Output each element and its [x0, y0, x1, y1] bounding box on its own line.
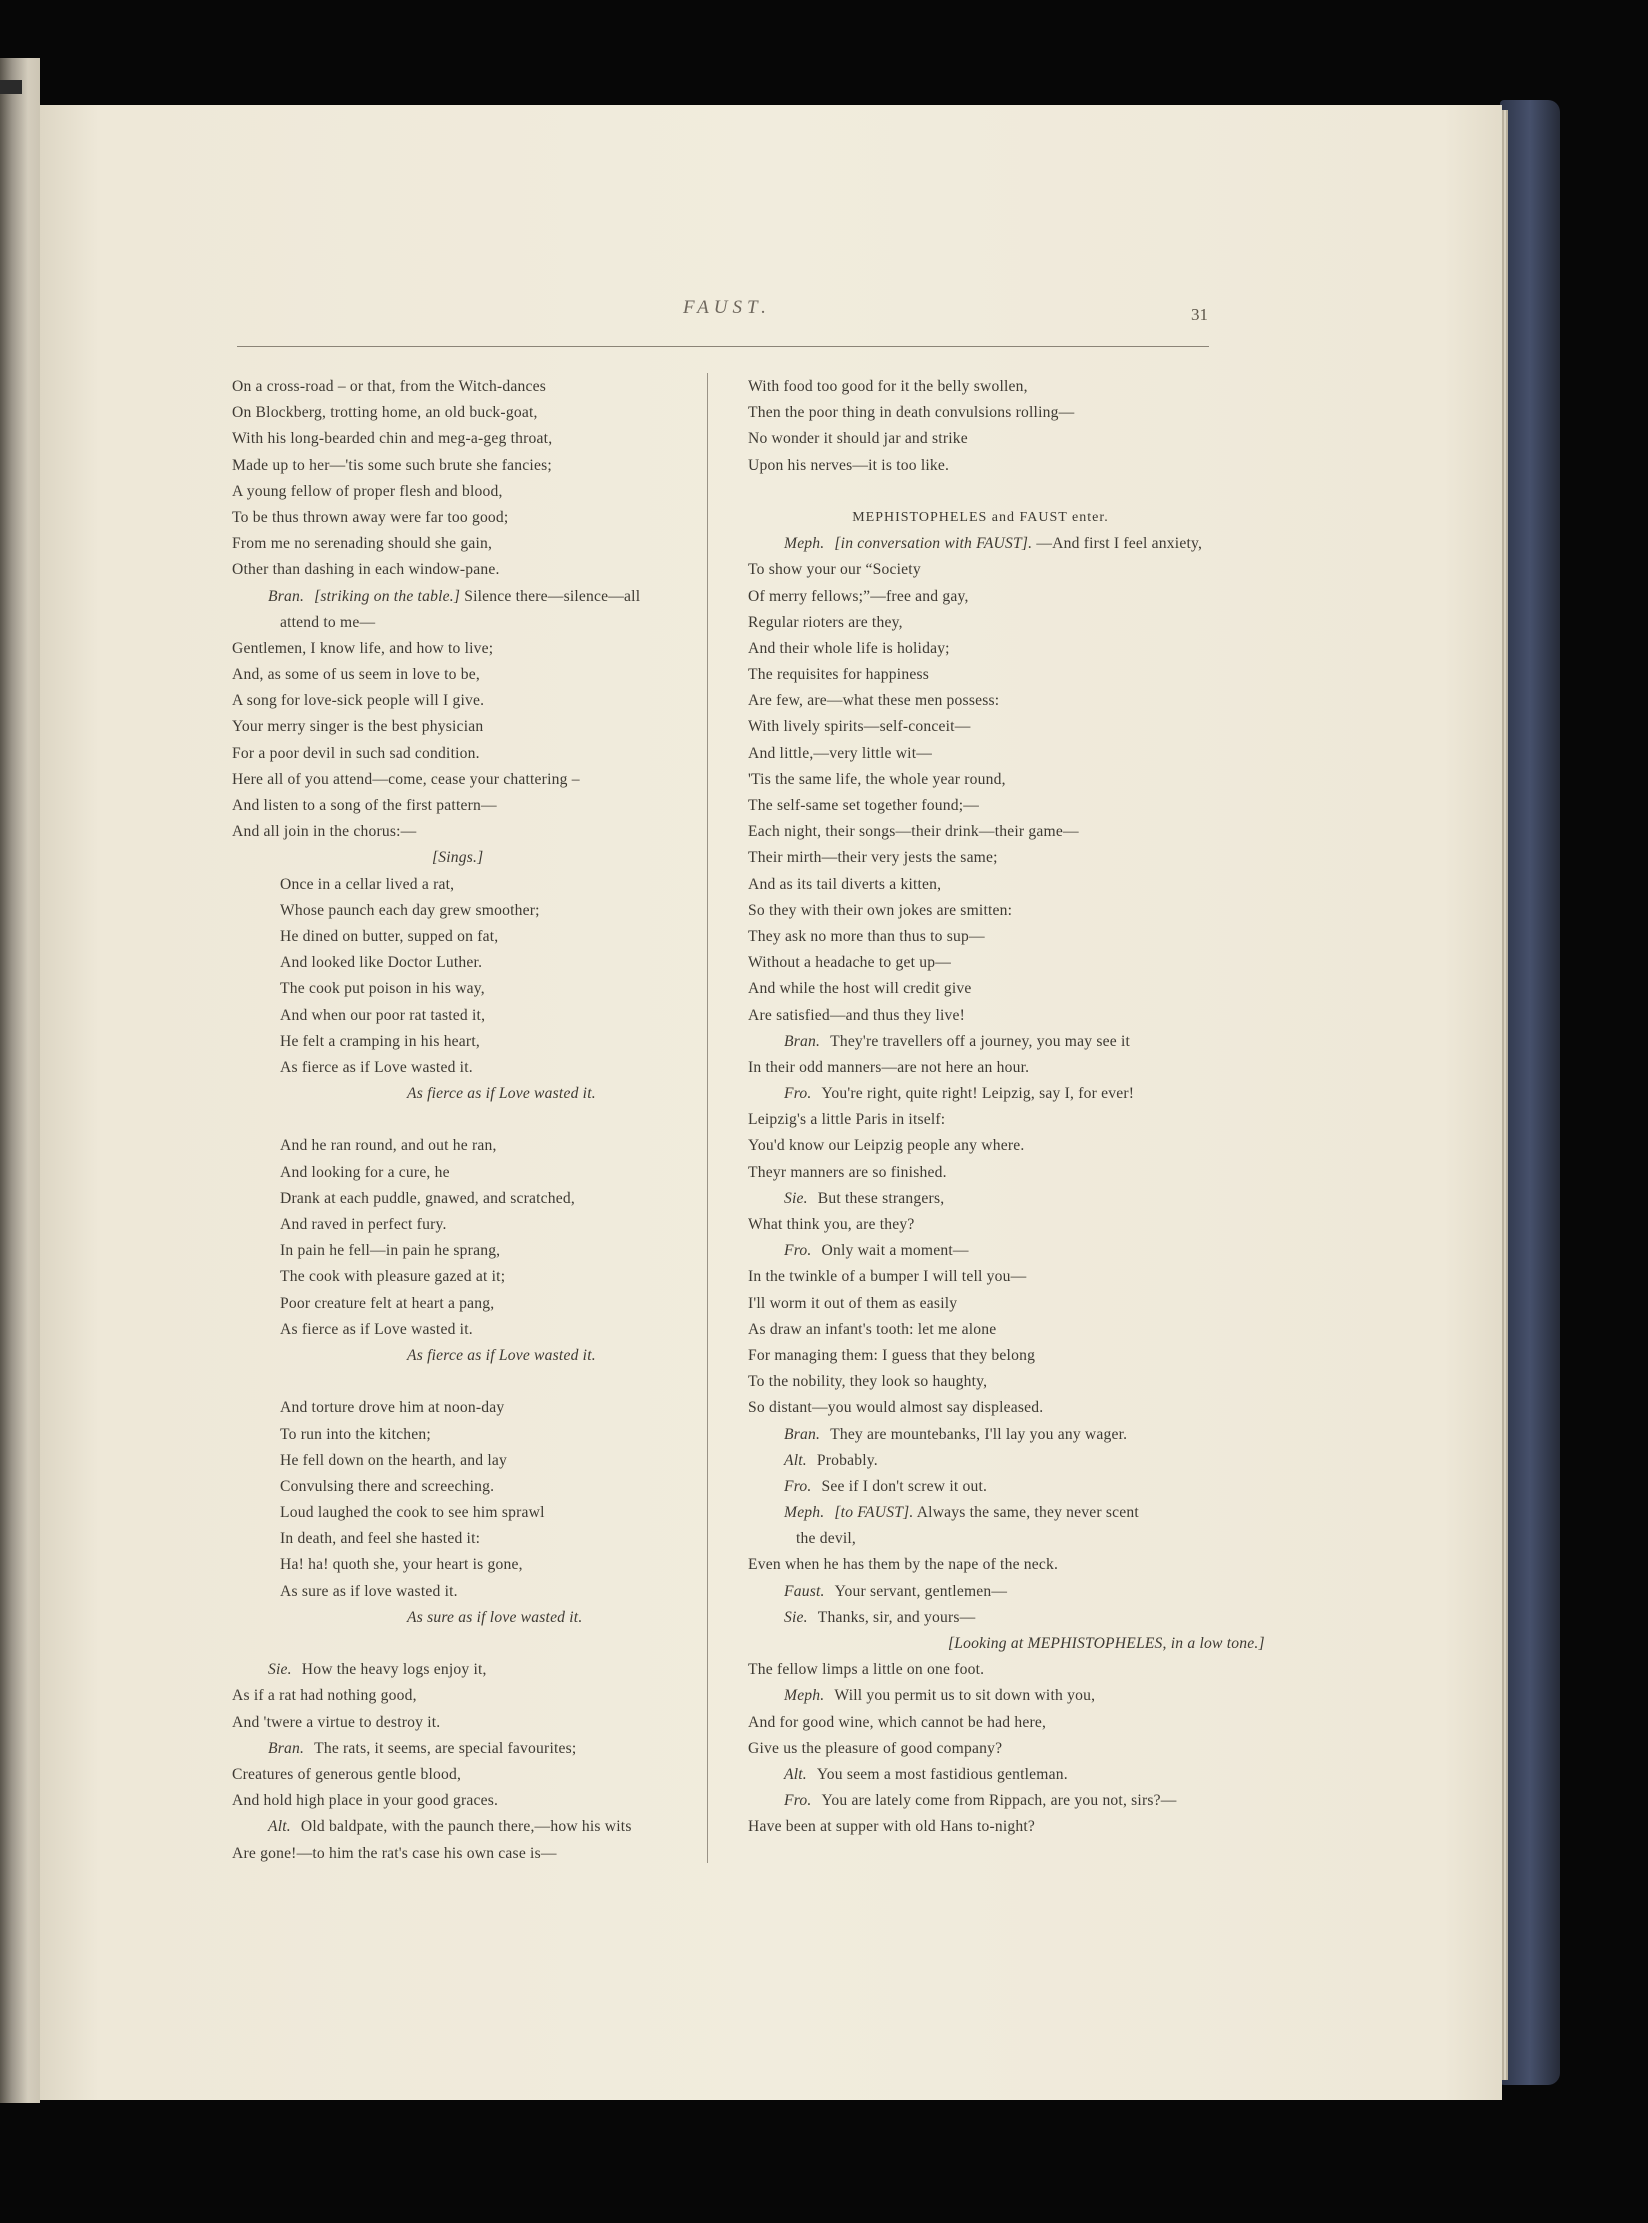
speech-line — [232, 1657, 702, 1683]
verse-line: And as its tail diverts a kitten, — [748, 875, 942, 893]
speech-text: You seem a most fastidious gentleman. — [816, 1765, 1068, 1783]
column-divider — [707, 373, 708, 1863]
verse-line: Gentlemen, I know life, and how to live; — [232, 639, 494, 657]
song-line: Loud laughed the cook to see him sprawl — [280, 1504, 545, 1522]
speech-line — [748, 1500, 1213, 1526]
verse-line: Creatures of generous gentle blood, — [232, 1765, 462, 1783]
right-column — [748, 374, 1265, 1841]
speech-line — [232, 1736, 702, 1762]
stage-direction: [to FAUST]. — [834, 1504, 914, 1522]
verse-line: The self-same set together found;— — [748, 797, 980, 814]
verse-line: On Blockberg, trotting home, an old buck-goat, — [232, 404, 538, 422]
stage-direction: [Looking at MEPHISTOPHELES, in a low tone.] — [948, 1635, 1265, 1652]
song-line: Ha! ha! quoth she, your heart is gone, — [280, 1556, 523, 1574]
song-line: And looked like Doctor Luther. — [280, 954, 483, 972]
speech-line — [748, 1579, 1213, 1605]
song-line: Whose paunch each day grew smoother; — [280, 901, 540, 919]
stanza-gap — [748, 479, 1213, 505]
speech-line — [748, 1448, 1213, 1474]
verse-line: With food too good for it the belly swollen, — [748, 378, 1028, 395]
verse-line: Their mirth—their very jests the same; — [748, 849, 998, 867]
song-line: And looking for a cure, he — [280, 1163, 450, 1181]
song-line: And torture drove him at noon-day — [280, 1399, 505, 1417]
speaker-name: Faust. — [784, 1582, 825, 1600]
speaker-name: Bran. — [268, 587, 305, 605]
song-line: Drank at each puddle, gnawed, and scratched, — [280, 1189, 575, 1207]
song-line: In death, and feel she hasted it: — [280, 1530, 481, 1548]
refrain-line: As fierce as if Love wasted it. — [407, 1085, 596, 1103]
book-left-page-edge — [0, 58, 40, 2103]
verse-line: The fellow limps a little on one foot. — [748, 1661, 985, 1679]
header-rule — [237, 346, 1209, 347]
speech-text: See if I don't screw it out. — [821, 1477, 988, 1495]
speaker-name: Bran. — [784, 1032, 821, 1050]
entrance-direction: MEPHISTOPHELES and FAUST enter. — [852, 509, 1109, 525]
song-line: He felt a cramping in his heart, — [280, 1032, 480, 1050]
speech-line — [232, 584, 702, 610]
verse-line: For a poor devil in such sad condition. — [232, 744, 480, 762]
verse-line: And for good wine, which cannot be had here, — [748, 1713, 1047, 1731]
speech-text: Always the same, they never scent — [916, 1504, 1139, 1522]
speech-line — [748, 1762, 1213, 1788]
song-line: The cook with pleasure gazed at it; — [280, 1268, 506, 1286]
stage-direction: [in conversation with FAUST]. — [834, 535, 1033, 553]
speaker-name: Meph. — [784, 1687, 825, 1705]
speech-text: But these strangers, — [817, 1189, 945, 1207]
verse-line: Theyr manners are so finished. — [748, 1163, 947, 1181]
verse-line: Leipzig's a little Paris in itself: — [748, 1111, 946, 1129]
song-line: Poor creature felt at heart a pang, — [280, 1294, 495, 1312]
song-line: Once in a cellar lived a rat, — [280, 875, 455, 893]
speaker-name: Fro. — [784, 1242, 812, 1260]
verse-line: No wonder it should jar and strike — [748, 430, 968, 448]
verse-line: Each night, their songs—their drink—their game— — [748, 823, 1079, 841]
speaker-name: Bran. — [268, 1739, 305, 1757]
verse-line: And, as some of us seem in love to be, — [232, 666, 480, 684]
speech-text: They're travellers off a journey, you may see it — [830, 1032, 1131, 1050]
verse-line: Your merry singer is the best physician — [232, 718, 484, 736]
verse-line: Are satisfied—and thus they live! — [748, 1006, 966, 1024]
verse-line: And while the host will credit give — [748, 980, 972, 998]
verse-line: And all join in the chorus:— — [232, 823, 417, 841]
speaker-name: Fro. — [784, 1085, 812, 1103]
verse-line: Upon his nerves—it is too like. — [748, 456, 950, 474]
verse-line: To show your our “Society — [748, 561, 921, 579]
speaker-name: Bran. — [784, 1425, 821, 1443]
speech-line — [748, 1683, 1213, 1709]
stage-direction: [Sings.] — [432, 849, 484, 867]
verse-line: As draw an infant's tooth: let me alone — [748, 1320, 997, 1338]
verse-line: Have been at supper with old Hans to-night? — [748, 1818, 1036, 1836]
verse-line: You'd know our Leipzig people any where. — [748, 1137, 1025, 1155]
song-line: As sure as if love wasted it. — [280, 1582, 458, 1600]
song-line: the devil, — [796, 1530, 857, 1548]
book-cover — [1500, 100, 1560, 2085]
speech-text: Silence there—silence—all — [464, 587, 641, 605]
left-column — [232, 374, 702, 1867]
verse-line: A young fellow of proper flesh and blood, — [232, 482, 503, 500]
verse-line: What think you, are they? — [748, 1216, 915, 1233]
speaker-name: Meph. — [784, 1504, 825, 1522]
song-line: He dined on butter, supped on fat, — [280, 927, 499, 945]
speech-line — [748, 1474, 1213, 1500]
verse-line: In their odd manners—are not here an hour. — [748, 1058, 1030, 1076]
speaker-name: Fro. — [784, 1477, 812, 1495]
speech-line — [748, 531, 1213, 557]
verse-line: In the twinkle of a bumper I will tell you— — [748, 1268, 1027, 1286]
verse-line: Are few, are—what these men possess: — [748, 692, 1000, 710]
verse-line: Other than dashing in each window-pane. — [232, 561, 500, 579]
song-line: And he ran round, and out he ran, — [280, 1137, 497, 1155]
verse-line: To the nobility, they look so haughty, — [748, 1373, 988, 1391]
page-number: 31 — [1191, 305, 1208, 324]
stanza-gap — [232, 1107, 702, 1133]
speaker-name: Fro. — [784, 1792, 812, 1810]
speech-text: They are mountebanks, I'll lay you any wager. — [830, 1425, 1128, 1443]
verse-line: Give us the pleasure of good company? — [748, 1739, 1003, 1757]
song-line: He fell down on the hearth, and lay — [280, 1451, 507, 1469]
speaker-name: Sie. — [784, 1189, 808, 1207]
verse-line: Without a headache to get up— — [748, 954, 952, 972]
verse-line: And 'twere a virtue to destroy it. — [232, 1713, 441, 1731]
verse-line: With lively spirits—self-conceit— — [748, 718, 971, 736]
speech-line — [232, 1814, 702, 1840]
verse-line: The requisites for happiness — [748, 666, 929, 684]
verse-line: Are gone!—to him the rat's case his own case is— — [232, 1844, 557, 1862]
song-line: In pain he fell—in pain he sprang, — [280, 1242, 501, 1260]
verse-line: And little,—very little wit— — [748, 744, 933, 762]
stage-direction: [striking on the table.] — [314, 587, 461, 605]
verse-line: From me no serenading should she gain, — [232, 535, 493, 553]
verse-line: Then the poor thing in death convulsions rolling— — [748, 404, 1075, 422]
speaker-name: Alt. — [784, 1765, 807, 1783]
speech-line — [748, 1422, 1213, 1448]
speech-line — [748, 1788, 1213, 1814]
song-line: To run into the kitchen; — [280, 1425, 431, 1443]
speaker-name: Sie. — [268, 1661, 292, 1679]
verse-line: So distant—you would almost say displeased. — [748, 1399, 1044, 1417]
verse-line: And listen to a song of the first pattern— — [232, 797, 497, 814]
verse-line: To be thus thrown away were far too good; — [232, 508, 509, 526]
verse-line: Here all of you attend—come, cease your chattering – — [232, 770, 580, 788]
stanza-gap — [232, 1631, 702, 1657]
speech-text: Old baldpate, with the paunch there,—how his wits — [300, 1818, 632, 1836]
speech-line — [748, 1605, 1213, 1631]
speech-text: Probably. — [816, 1451, 878, 1469]
verse-line: On a cross-road – or that, from the Witch-dances — [232, 378, 546, 395]
speech-text: Only wait a moment— — [821, 1242, 969, 1260]
speech-text: How the heavy logs enjoy it, — [301, 1661, 487, 1679]
song-line: As fierce as if Love wasted it. — [280, 1320, 473, 1338]
speech-text: You are lately come from Rippach, are you not, sirs?— — [821, 1792, 1177, 1810]
stanza-gap — [232, 1369, 702, 1395]
song-line: And raved in perfect fury. — [280, 1216, 447, 1233]
song-line: attend to me— — [280, 613, 376, 631]
verse-line: Even when he has them by the nape of the neck. — [748, 1556, 1059, 1574]
speaker-name: Alt. — [784, 1451, 807, 1469]
refrain-line: As fierce as if Love wasted it. — [407, 1346, 596, 1364]
speech-text: Your servant, gentlemen— — [834, 1582, 1008, 1600]
song-line: The cook put poison in his way, — [280, 980, 485, 998]
speech-text: Will you permit us to sit down with you, — [834, 1687, 1096, 1705]
speech-text: You're right, quite right! Leipzig, say I, for ever! — [821, 1085, 1135, 1103]
verse-line: As if a rat had nothing good, — [232, 1687, 417, 1705]
verse-line: Made up to her—'tis some such brute she fancies; — [232, 456, 552, 474]
speaker-name: Alt. — [268, 1818, 291, 1836]
speech-line — [748, 1238, 1213, 1264]
verse-line: I'll worm it out of them as easily — [748, 1294, 958, 1312]
speech-text: —And first I feel anxiety, — [1036, 535, 1203, 553]
refrain-line: As sure as if love wasted it. — [407, 1608, 583, 1626]
song-line: And when our poor rat tasted it, — [280, 1006, 486, 1024]
speech-text: Thanks, sir, and yours— — [817, 1608, 976, 1626]
verse-line: And hold high place in your good graces. — [232, 1792, 499, 1810]
speech-text: The rats, it seems, are special favourites; — [314, 1739, 577, 1757]
speaker-name: Sie. — [784, 1608, 808, 1626]
running-header: FAUST. — [683, 297, 771, 318]
verse-line: For managing them: I guess that they belong — [748, 1346, 1036, 1364]
verse-line: And their whole life is holiday; — [748, 639, 950, 657]
verse-line: With his long-bearded chin and meg-a-geg throat, — [232, 430, 553, 448]
page-tab — [0, 80, 22, 94]
speech-line — [748, 1081, 1213, 1107]
speech-line — [748, 1186, 1213, 1212]
verse-line: They ask no more than thus to sup— — [748, 927, 985, 945]
song-line: As fierce as if Love wasted it. — [280, 1058, 473, 1076]
speaker-name: Meph. — [784, 535, 825, 553]
verse-line: Of merry fellows;”—free and gay, — [748, 587, 969, 605]
verse-line: Regular rioters are they, — [748, 613, 903, 631]
verse-line: A song for love-sick people will I give. — [232, 692, 485, 710]
speech-line — [748, 1029, 1213, 1055]
verse-line: 'Tis the same life, the whole year round, — [748, 770, 1006, 788]
song-line: Convulsing there and screeching. — [280, 1477, 495, 1495]
verse-line: So they with their own jokes are smitten: — [748, 901, 1013, 919]
